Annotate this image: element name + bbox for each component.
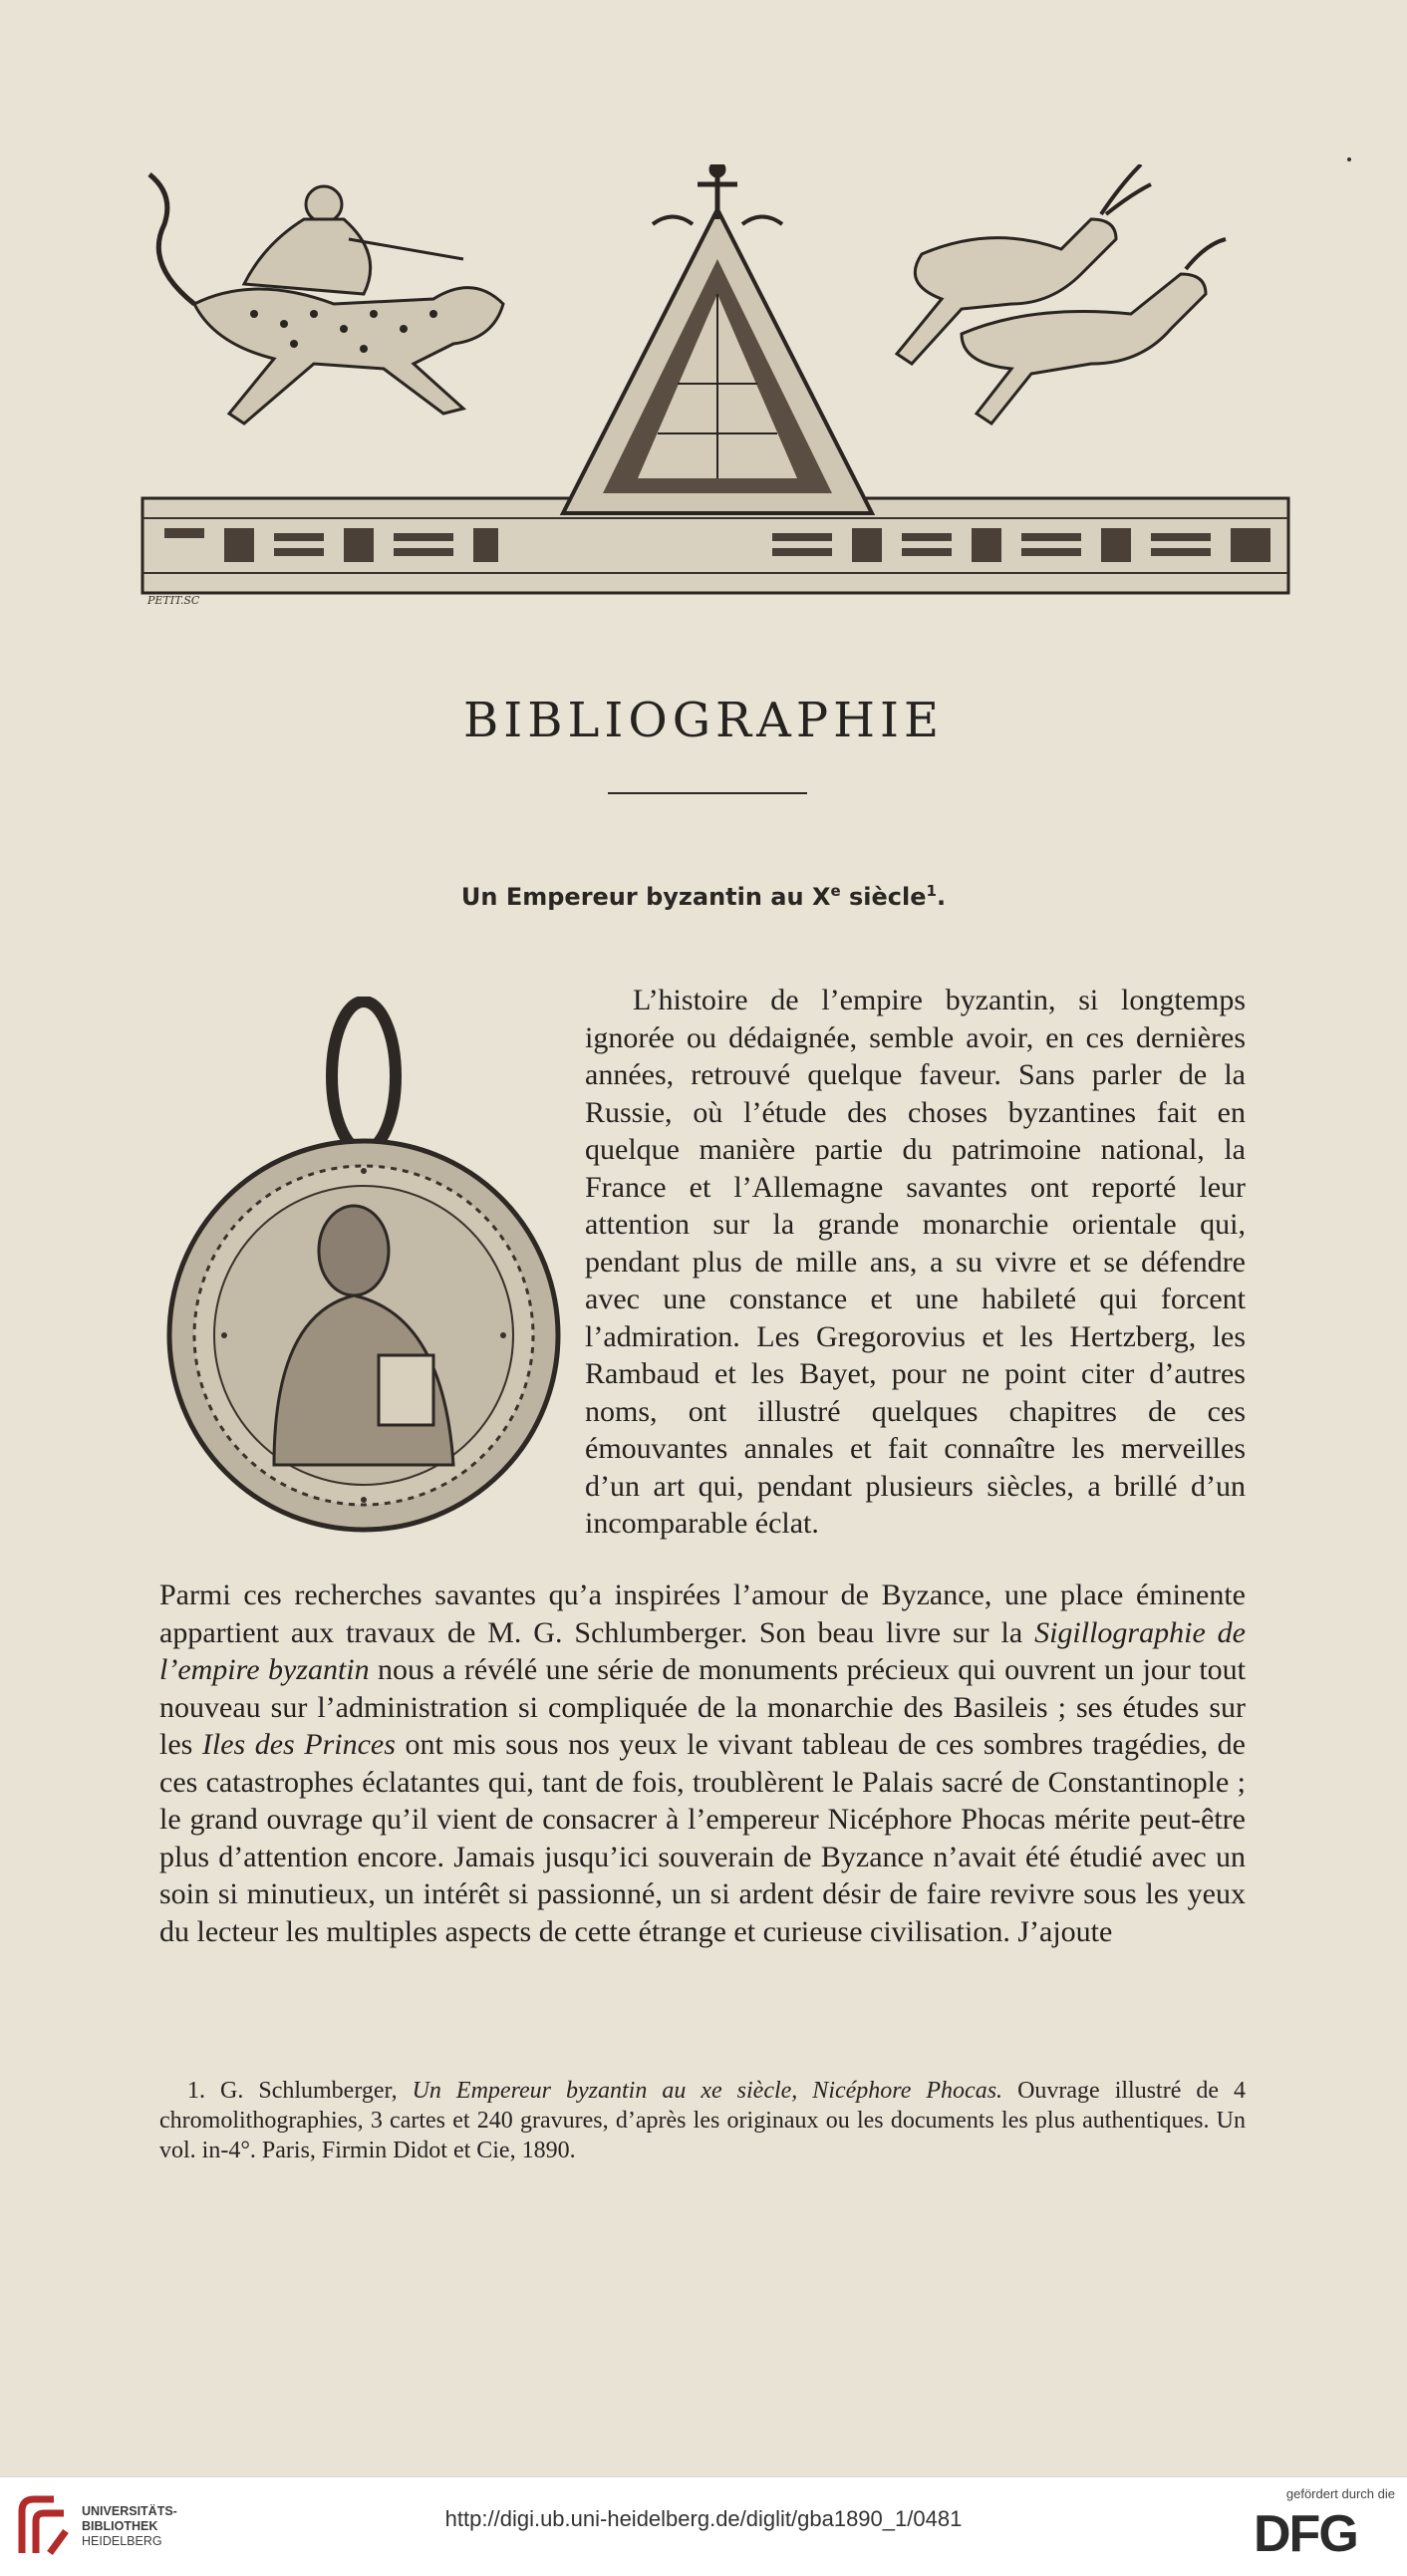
funded-by-label: gefördert durch die — [1285, 2486, 1395, 2501]
subtitle-main: Un Empereur byzantin au X — [460, 883, 831, 911]
footnote — [159, 2076, 1246, 2165]
library-line-1: UNIVERSITÄTS- — [82, 2504, 177, 2518]
subtitle-end: . — [936, 883, 947, 911]
footnote-ref: 1 — [926, 882, 937, 900]
article-subtitle — [0, 882, 1407, 911]
paragraph-text-2: nous a révélé une série de monuments précieux qui ouvrent un jour tout nouveau sur l’administration si compliquée de la monarchie des Basileis ; ses études sur les — [159, 1653, 1247, 1761]
paragraph-text-3: ont mis sous nos yeux le vivant tableau de ces sombres tragédies, de ces catastrophes éclatantes qui, tant de fois, troublèrent le Palais sacré de Constantinople ; le grand ouvrage qu’il vient de consacrer à l’empereur Nicéphore Phocas mérite peut-être plus d’attention encore. Jamais jusqu’ici souverain de Byzance n’avait été étudié avec un soin si minutieux, un intérêt si passionné, un si ardent désir de faire revivre sous les yeux du lecteur les multiples aspects de cette étrange et curieuse civilisation. J’ajoute — [159, 1728, 1246, 1948]
page-title: BIBLIOGRAPHIE — [463, 693, 944, 748]
paragraph-intro: L’histoire de l’empire byzantin, si longtemps ignorée ou dédaignée, semble avoir, en ces dernières années, retrouvé quelque faveur. Sans parler de la Russie, où l’étude des choses byzantines fait en quelque manière partie du patrimoine national, la France et l’Allemagne savantes ont reporté leur attention sur la grande monarchie orientale qui, pendant plus de mille ans, a su vivre et se défendre avec une constance et une habileté qui forcent l’admiration. Les Gregorovius et les Hertzberg, les Rambaud et les Bayet, pour ne point citer d’autres noms, ont illustré quelques chapitres de ces émouvantes annales et fait connaître les merveilles d’un art qui, pendant plusieurs siècles, a brillé d’un incomparable éclat. — [585, 984, 1246, 1540]
byzantine-medallion-illustration — [164, 997, 563, 1574]
book-title-iles: Iles des Princes — [201, 1728, 396, 1761]
paragraph-schlumberger — [159, 1576, 1246, 1950]
header-engraving — [135, 164, 1300, 623]
article-text-wrapped — [585, 982, 1246, 1543]
subtitle-superscript: e — [830, 882, 841, 900]
dfg-logo-icon[interactable] — [1254, 2503, 1398, 2558]
footnote-details: Ouvrage illustré de 4 chromolithographies, 3 cartes et 240 gravures, d’après les originaux ou les documents les plus authentiques. Un vol. in-4°. Paris, Firmin Didot et Cie, 1890. — [159, 2078, 1247, 2163]
footnote-author: G. Schlumberger, — [205, 2078, 413, 2104]
engraver-signature: PETIT.SC — [147, 594, 200, 607]
subtitle-tail: siècle — [840, 883, 927, 911]
specks — [1347, 157, 1351, 161]
paragraph-text-1: Parmi ces recherches savantes qu’a inspirées l’amour de Byzance, une place éminente appartient aux travaux de M. G. Schlumberger. Son beau livre sur la — [159, 1578, 1246, 1649]
dfg-logo-text: DFG — [1254, 2505, 1357, 2558]
footnote-book-title: Un Empereur byzantin au xe siècle, Nicéphore Phocas. — [412, 2078, 1003, 2104]
footnote-number: 1. — [187, 2078, 205, 2104]
permalink-url[interactable]: http://digi.ub.uni-heidelberg.de/diglit/gba1890_1/0481 — [444, 2506, 963, 2531]
library-line-3: HEIDELBERG — [82, 2534, 162, 2548]
book-title-sigillographie: Sigillographie de l’empire byzantin — [159, 1615, 1246, 1686]
title-rule — [608, 792, 807, 794]
article-text-full — [159, 1576, 1246, 1950]
library-line-2: BIBLIOTHEK — [82, 2519, 158, 2533]
